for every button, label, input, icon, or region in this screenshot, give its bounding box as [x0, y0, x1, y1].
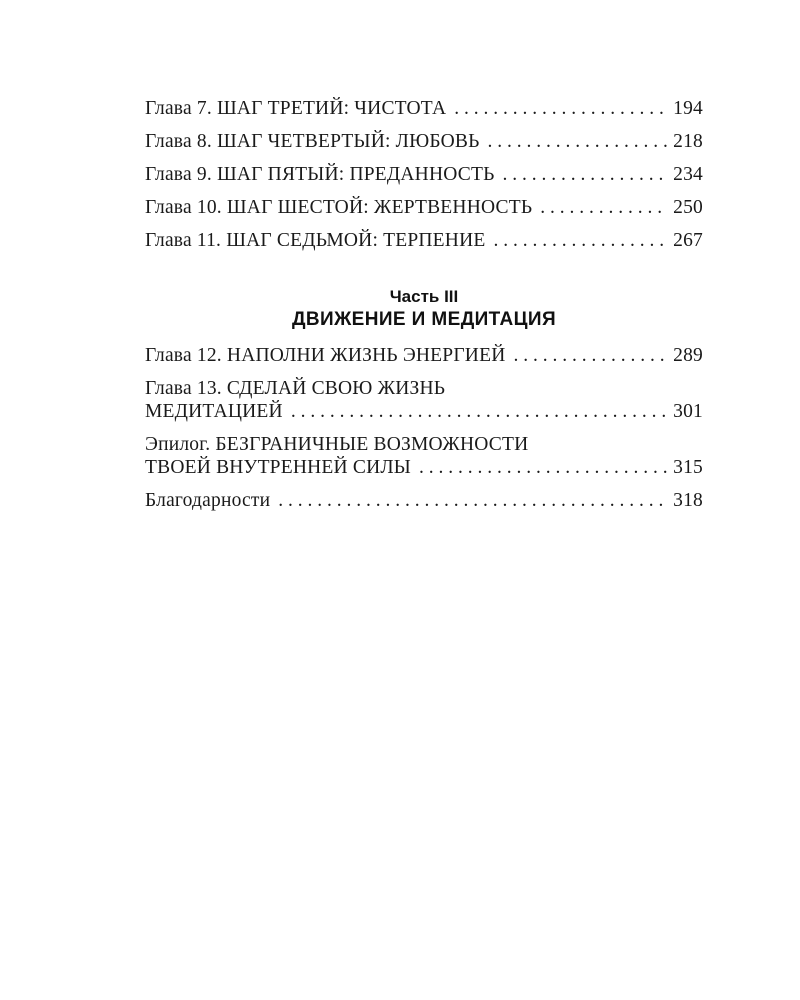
- toc-entry-page-number: 218: [673, 131, 703, 152]
- table-of-contents: [145, 97, 703, 522]
- toc-entry-chapter-13[interactable]: [145, 377, 703, 423]
- dot-leader: [540, 196, 667, 219]
- dot-leader: [454, 97, 667, 120]
- part-label: Часть III: [389, 287, 459, 306]
- toc-entry-chapter-8[interactable]: [145, 130, 703, 153]
- toc-entry-title: Глава 12. НАПОЛНИ ЖИЗНЬ ЭНЕРГИЕЙ: [145, 345, 506, 366]
- toc-entry-page-number: 250: [673, 197, 703, 218]
- dot-leader: [514, 344, 668, 367]
- toc-entry-title: Глава 8. ШАГ ЧЕТВЕРТЫЙ: ЛЮБОВЬ: [145, 131, 480, 152]
- toc-entry-epilogue[interactable]: [145, 433, 703, 479]
- toc-entry-title-line-1: Эпилог. БЕЗГРАНИЧНЫЕ ВОЗМОЖНОСТИ: [145, 434, 529, 455]
- toc-entry-title: Глава 10. ШАГ ШЕСТОЙ: ЖЕРТВЕННОСТЬ: [145, 197, 533, 218]
- toc-entry-page-number: 267: [673, 230, 703, 251]
- toc-entry-page-number: 234: [673, 164, 703, 185]
- toc-entry-page-number: 301: [673, 401, 703, 422]
- toc-entry-title: ТВОЕЙ ВНУТРЕННЕЙ СИЛЫ: [145, 457, 411, 478]
- toc-entry-chapter-7[interactable]: [145, 97, 703, 120]
- part-heading: [145, 286, 703, 332]
- dot-leader: [502, 163, 667, 186]
- dot-leader: [278, 489, 667, 512]
- part-title: ДВИЖЕНИЕ И МЕДИТАЦИЯ: [291, 309, 557, 330]
- toc-entry-chapter-9[interactable]: [145, 163, 703, 186]
- dot-leader: [487, 130, 667, 153]
- toc-entry-page-number: 315: [673, 457, 703, 478]
- toc-entry-title: Глава 9. ШАГ ПЯТЫЙ: ПРЕДАННОСТЬ: [145, 164, 495, 185]
- dot-leader: [419, 456, 667, 479]
- toc-entry-title-line-1: Глава 13. СДЕЛАЙ СВОЮ ЖИЗНЬ: [145, 378, 446, 399]
- toc-entry-page-number: 318: [673, 490, 703, 511]
- toc-entry-title: Глава 11. ШАГ СЕДЬМОЙ: ТЕРПЕНИЕ: [145, 230, 486, 251]
- toc-entry-acknowledgements[interactable]: [145, 489, 703, 512]
- toc-entry-chapter-12[interactable]: [145, 344, 703, 367]
- toc-entry-title: Глава 7. ШАГ ТРЕТИЙ: ЧИСТОТА: [145, 98, 447, 119]
- toc-entry-chapter-11[interactable]: [145, 229, 703, 252]
- dot-leader: [291, 400, 667, 423]
- toc-entry-title: Благодарности: [145, 490, 271, 511]
- toc-entry-chapter-10[interactable]: [145, 196, 703, 219]
- toc-entry-page-number: 289: [673, 345, 703, 366]
- toc-entry-title: МЕДИТАЦИЕЙ: [145, 401, 283, 422]
- toc-entry-page-number: 194: [673, 98, 703, 119]
- dot-leader: [493, 229, 667, 252]
